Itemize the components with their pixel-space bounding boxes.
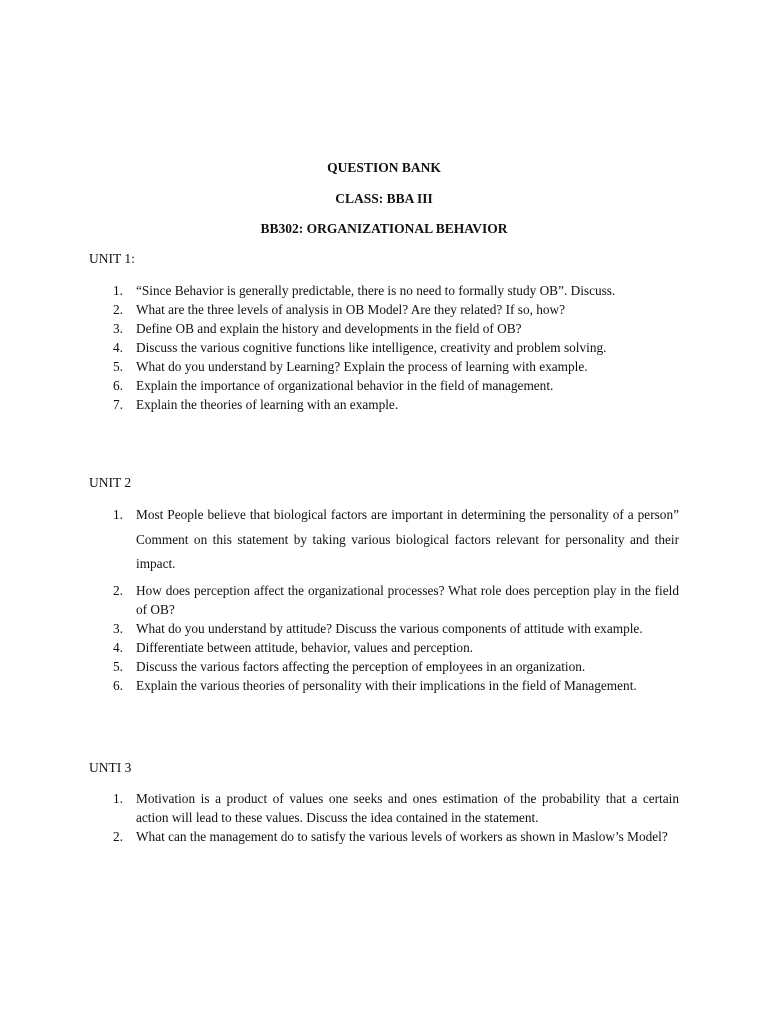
list-item: 2. How does perception affect the organizational processes? What role does perception play in the field of OB? [113,582,679,617]
list-item: 3. What do you understand by attitude? Discuss the various components of attitude with example. [113,620,643,636]
unit-3-title: UNTI 3 [89,760,132,775]
doc-title: QUESTION BANK [327,160,441,175]
list-item: 6. Explain the various theories of personality with their implications in the field of Management. [113,677,637,693]
unit-2-title: UNIT 2 [89,475,132,490]
list-item: 5. Discuss the various factors affecting the perception of employees in an organization. [113,658,586,674]
course-title: BB302: ORGANIZATIONAL BEHAVIOR [260,221,508,236]
list-item: 4. Discuss the various cognitive functions like intelligence, creativity and problem solving. [113,340,607,355]
list-item: 1. “Since Behavior is generally predictable, there is no need to formally study OB”. Discuss. [113,283,616,298]
list-item: 2. What can the management do to satisfy the various levels of workers as shown in Maslow’s Model? [113,829,668,844]
list-item: 5. What do you understand by Learning? Explain the process of learning with example. [113,359,588,374]
list-item: 7. Explain the theories of learning with an example. [113,397,399,412]
list-item: 4. Differentiate between attitude, behavior, values and perception. [113,639,474,655]
list-item: 1. Most People believe that biological factors are important in determining the personality of a person” Comment on this statement by taking various biological factors relevant for personality and their impact. [113,507,679,571]
list-item: 3. Define OB and explain the history and developments in the field of OB? [113,321,522,336]
unit-1-questions [89,281,679,414]
unit-1-title: UNIT 1: [89,251,135,266]
list-item: 6. Explain the importance of organizational behavior in the field of management. [113,378,554,393]
class-line: CLASS: BBA III [335,191,433,206]
list-item: 1. Motivation is a product of values one seeks and ones estimation of the probability that a certain action will lead to these values. Discuss the idea contained in the statement. [113,791,679,825]
list-item: 2. What are the three levels of analysis in OB Model? Are they related? If so, how? [113,302,566,317]
unit-3-questions [89,789,679,846]
unit-2-questions [89,503,679,695]
